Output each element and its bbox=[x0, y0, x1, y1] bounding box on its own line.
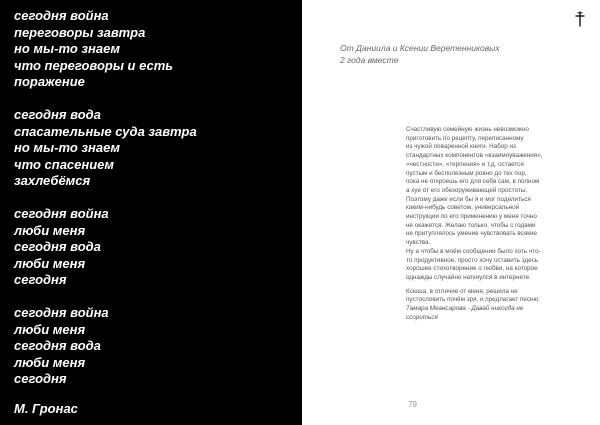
letter-line: Ксюша, в отличие от меня, решила не bbox=[406, 287, 518, 295]
letter-line: Поэтому даже если бы я и мог поделиться bbox=[406, 195, 531, 203]
letter-line: стандартных компонентов «взаимоуважения», bbox=[406, 152, 543, 160]
poem-line: переговоры завтра bbox=[14, 24, 146, 40]
song-title-line: Тамара Меансарова - Давай никогда не bbox=[406, 305, 524, 313]
poem-line: спасательные суда завтра bbox=[14, 123, 197, 139]
letter-text bbox=[406, 126, 584, 322]
poem-line: но мы-то знаем bbox=[14, 41, 120, 56]
poem-author: М. Гронас bbox=[14, 401, 78, 416]
dedication-line: 2 года вместе bbox=[340, 55, 399, 65]
letter-line: а хуе от его обезоруживающей простоты. bbox=[406, 186, 528, 194]
letter-line: не окажется. Желаю только, чтобы с годами bbox=[406, 221, 536, 229]
poem-line: люби меня bbox=[14, 354, 86, 370]
poem-stanza-3 bbox=[14, 206, 296, 289]
page-number: 79 bbox=[408, 400, 417, 409]
poem-line: поражение bbox=[14, 74, 85, 89]
poem-line: что спасением bbox=[14, 156, 115, 172]
poem-line: сегодня вода bbox=[14, 338, 101, 353]
poem-stanza-2 bbox=[14, 107, 296, 190]
letter-line: не притуплялось умение чувствовать всякие bbox=[406, 230, 538, 238]
letter-line: приготовить по рецепту, переписанному bbox=[406, 134, 524, 142]
letter-line: «честности», «терпения» и т.д. остается bbox=[406, 160, 524, 168]
letter-line: из чужой поваренной книги. Набор из bbox=[406, 143, 516, 151]
letter-line: пустословить почём зря, и предлагает песню: bbox=[406, 296, 540, 304]
letter-line: каким-нибудь советом, универсальной bbox=[406, 204, 520, 212]
letter-line: пустым и бесполезным ровно до тех пор, bbox=[406, 169, 527, 177]
poem-stanza-4 bbox=[14, 305, 296, 388]
poem-line: сегодня bbox=[14, 371, 67, 386]
letter-line: Ну а чтобы в моём сообщении было хоть что- bbox=[406, 247, 541, 255]
poem-line: сегодня война bbox=[14, 8, 109, 23]
letter-line: то продуктивное, просто хочу оставить здесь bbox=[406, 256, 539, 264]
dedication bbox=[340, 42, 580, 66]
poem-line: сегодня bbox=[14, 272, 67, 287]
dedication-line: От Даниила и Ксении Веретенниковых bbox=[340, 43, 500, 53]
letter-line: Счастливую семейную жизнь невозможно bbox=[406, 126, 529, 133]
right-page bbox=[302, 0, 600, 425]
song-title-line: ссориться bbox=[406, 313, 438, 321]
cross-icon bbox=[574, 11, 586, 27]
poem-line: люби меня bbox=[14, 222, 86, 238]
poem-line: люби меня bbox=[14, 321, 86, 337]
poem-stanza-1 bbox=[14, 8, 296, 91]
poem-line: сегодня вода bbox=[14, 107, 101, 122]
poem-line: захлебёмся bbox=[14, 173, 91, 188]
poem-line: сегодня война bbox=[14, 206, 109, 221]
poem-line: что переговоры и есть bbox=[14, 57, 173, 73]
poem-line: сегодня вода bbox=[14, 239, 101, 254]
poem-line: сегодня война bbox=[14, 305, 109, 320]
letter-line: хорошее стихотворение о любви, на которое bbox=[406, 265, 538, 273]
poem-line: но мы-то знаем bbox=[14, 140, 120, 155]
letter-line: инструкции по его применению у меня точно bbox=[406, 213, 537, 221]
poem-line: люби меня bbox=[14, 255, 86, 271]
letter-line: однажды случайно наткнулся в интернете. bbox=[406, 273, 531, 281]
letter-line: пока не откроешь его для себя сам, в полном bbox=[406, 178, 540, 186]
poem bbox=[14, 8, 296, 404]
letter-line: чувства. bbox=[406, 239, 431, 247]
